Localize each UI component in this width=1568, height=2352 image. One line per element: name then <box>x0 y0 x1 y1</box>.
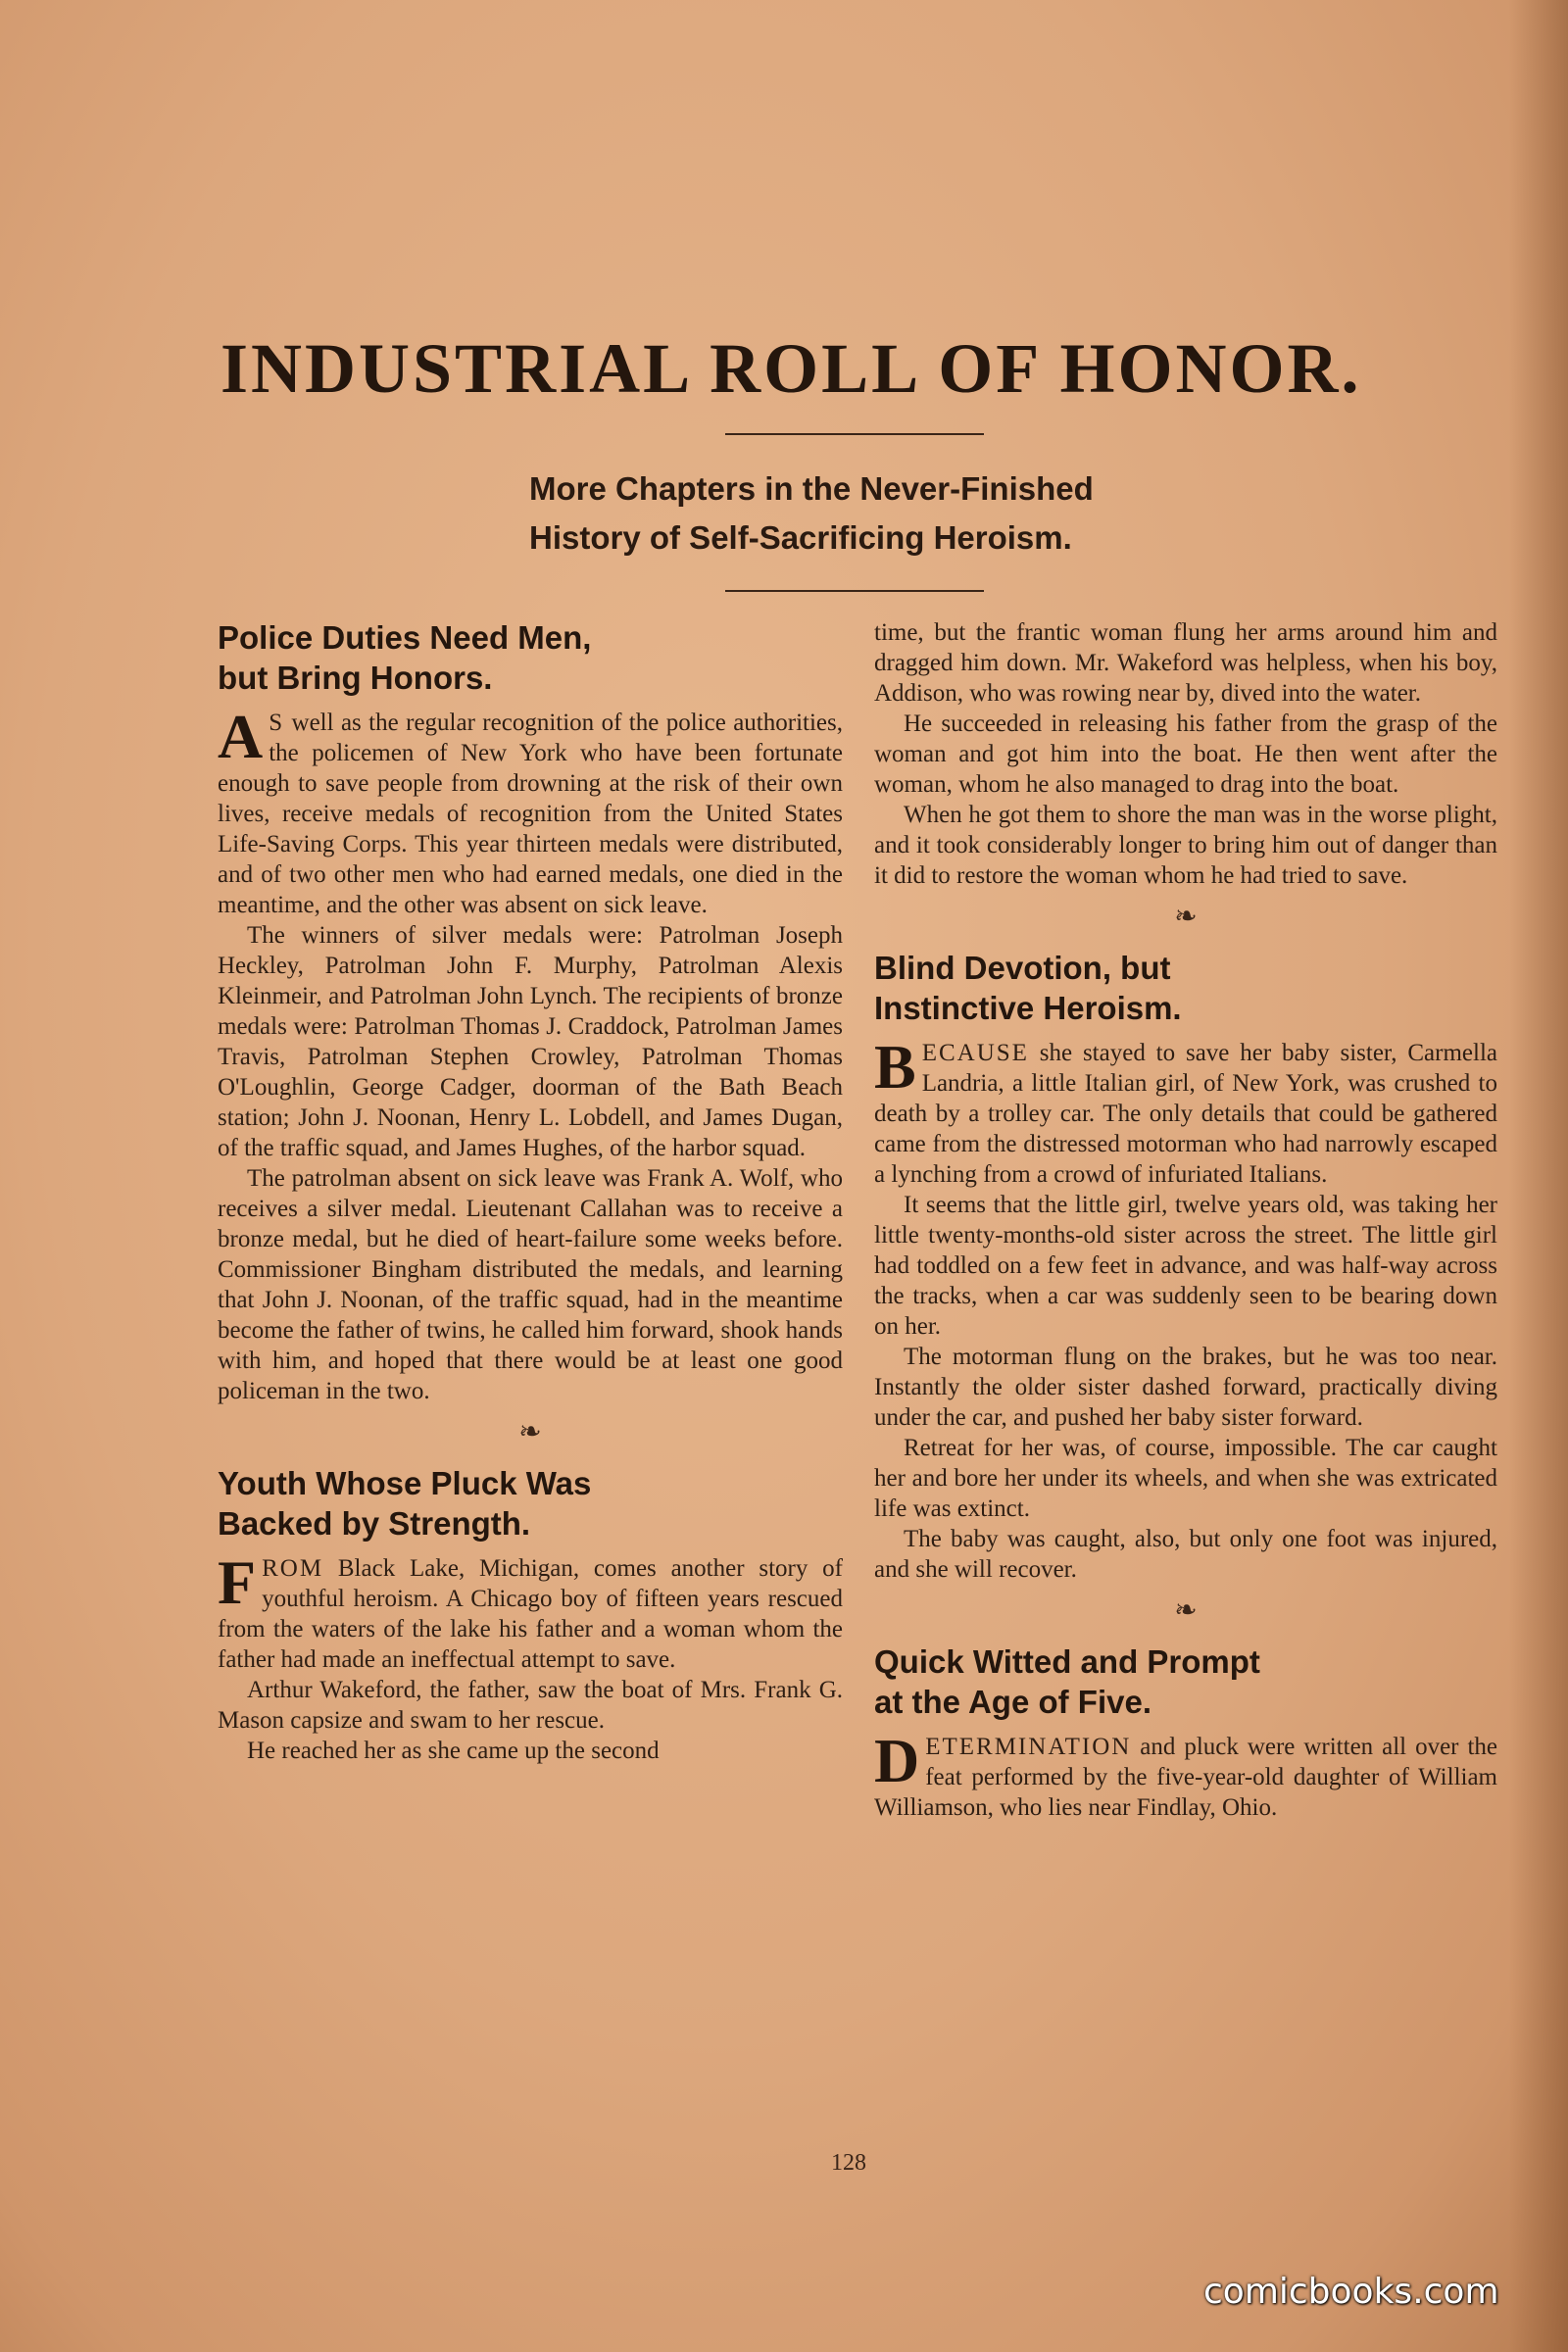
subtitle-line-2: History of Self-Sacrificing Heroism. <box>529 519 1072 556</box>
article-heading <box>874 948 1497 1028</box>
article-paragraph: Retreat for her was, of course, impossible. The car caught her and bore her under its wheels, and when she was extricated life was extinct. <box>874 1435 1497 1522</box>
left-column <box>218 617 843 1766</box>
article-quick-witted <box>874 1642 1497 1823</box>
drop-cap: B <box>874 1032 916 1102</box>
article-paragraph <box>874 1726 1497 1823</box>
title-rule <box>725 433 984 435</box>
lead-smallcaps: S <box>269 710 285 736</box>
page-edge-shadow <box>1509 0 1568 2352</box>
drop-cap: F <box>218 1547 257 1617</box>
article-paragraph: When he got them to shore the man was in the worse plight, and it took considerably longer to bring him out of danger than it did to restore the woman whom he had tried to save. <box>874 802 1497 889</box>
article-paragraph: He reached her as she came up the second <box>247 1738 660 1764</box>
drop-cap: A <box>218 702 264 771</box>
article-paragraph: The winners of silver medals were: Patrolman Joseph Heckley, Patrolman John F. Murphy, Patrolman Alexis Kleinmeir, and Patrolman John Lynch. The recipients of bronze medals were: Patrolman Thomas J. Craddock, Patrolman James Travis, Patrolman Stephen Crowley, Patrolman Thomas O'Loughlin, George Cadger, doorman of the Bath Beach station; John J. Noonan, Henry L. Lobdell, and James Dugan, of the traffic squad, and James Hughes, of the harbor squad. <box>218 922 843 1161</box>
page-subtitle <box>529 465 1215 563</box>
article-paragraph: It seems that the little girl, twelve years old, was taking her little twenty-months-old sister across the street. The little girl had toddled on a few feet in advance, and was half-way across the tracks, when a car was suddenly seen to be bearing down on her. <box>874 1192 1497 1340</box>
page-number: 128 <box>831 2150 866 2176</box>
article-youth-pluck <box>218 1463 843 1766</box>
drop-cap: D <box>874 1726 920 1795</box>
article-blind-devotion <box>874 948 1497 1585</box>
lead-text: Black Lake, Michigan, comes another story of youthful heroism. A Chicago boy of fifteen years rescued from the waters of the lake his father and a woman whom the father had made an ineffectual attempt to save. <box>218 1555 843 1673</box>
page-title: INDUSTRIAL ROLL OF HONOR. <box>220 329 1362 408</box>
lead-text: and pluck were written all over the feat performed by the five-year-old daughter of William Williamson, who lies near Findlay, Ohio. <box>874 1734 1497 1821</box>
heading-line: Quick Witted and Prompt <box>874 1643 1260 1680</box>
heading-line: Police Duties Need Men, <box>218 619 592 656</box>
article-paragraph: Arthur Wakeford, the father, saw the boat of Mrs. Frank G. Mason capsize and swam to her rescue. <box>218 1677 843 1734</box>
heading-line: Instinctive Heroism. <box>874 990 1182 1026</box>
lead-text: she stayed to save her baby sister, Carmella Landria, a little Italian girl, of New York, was crushed to death by a trolley car. The only details that could be gathered came from the distressed motorman who had narrowly escaped a lynching from a crowd of infuriated Italians. <box>874 1040 1497 1188</box>
lead-smallcaps: ETERMINATION <box>925 1734 1132 1760</box>
site-watermark: comicbooks.com <box>1203 2272 1499 2312</box>
lead-smallcaps: ECAUSE <box>921 1040 1029 1066</box>
heading-line: Blind Devotion, but <box>874 950 1171 986</box>
lead-text: well as the regular recognition of the police authorities, the policemen of New York who have been fortunate enough to save people from drowning at the risk of their own lives, receive medals of recognition from the United States Life-Saving Corps. This year thirteen medals were distributed, and of two other men who had earned medals, one died in the meantime, and the other was absent on sick leave. <box>218 710 843 918</box>
right-column <box>874 617 1497 1823</box>
article-police-duties <box>218 617 843 1406</box>
article-paragraph: The patrolman absent on sick leave was Frank A. Wolf, who receives a silver medal. Lieutenant Callahan was to receive a bronze medal, but he died of heart-failure some weeks before. Commissioner Bingham distributed the medals, and learning that John J. Noonan, of the traffic squad, had in the meantime become the father of twins, he called him forward, shook hands with him, and hoped that there would be at least one good policeman in the two. <box>218 1165 843 1404</box>
ornament-fleuron: ❧ <box>1174 902 1198 932</box>
article-paragraph: He succeeded in releasing his father from the grasp of the woman and got him into the boat. He then went after the woman, whom he also managed to drag into the boat. <box>874 710 1497 798</box>
subtitle-rule <box>725 590 984 592</box>
lead-smallcaps: ROM <box>262 1555 324 1582</box>
article-paragraph <box>218 702 843 920</box>
article-paragraph: The motorman flung on the brakes, but he was too near. Instantly the older sister dashed forward, practically diving under the car, and pushed her baby sister forward. <box>874 1344 1497 1431</box>
article-paragraph <box>874 1032 1497 1190</box>
article-heading <box>874 1642 1497 1722</box>
ornament-fleuron: ❧ <box>518 1417 542 1447</box>
article-heading <box>218 1463 843 1544</box>
heading-line: Backed by Strength. <box>218 1505 531 1542</box>
article-heading <box>218 617 843 698</box>
article-paragraph-continued: time, but the frantic woman flung her arms around him and dragged him down. Mr. Wakeford was helpless, when his boy, Addison, who was rowing near by, dived into the water. <box>874 619 1497 707</box>
heading-line: but Bring Honors. <box>218 660 493 696</box>
heading-line: at the Age of Five. <box>874 1684 1152 1720</box>
heading-line: Youth Whose Pluck Was <box>218 1465 592 1501</box>
subtitle-line-1: More Chapters in the Never-Finished <box>529 470 1094 507</box>
article-paragraph <box>218 1547 843 1675</box>
article-paragraph: The baby was caught, also, but only one foot was injured, and she will recover. <box>874 1526 1497 1583</box>
ornament-fleuron: ❧ <box>1174 1595 1198 1626</box>
